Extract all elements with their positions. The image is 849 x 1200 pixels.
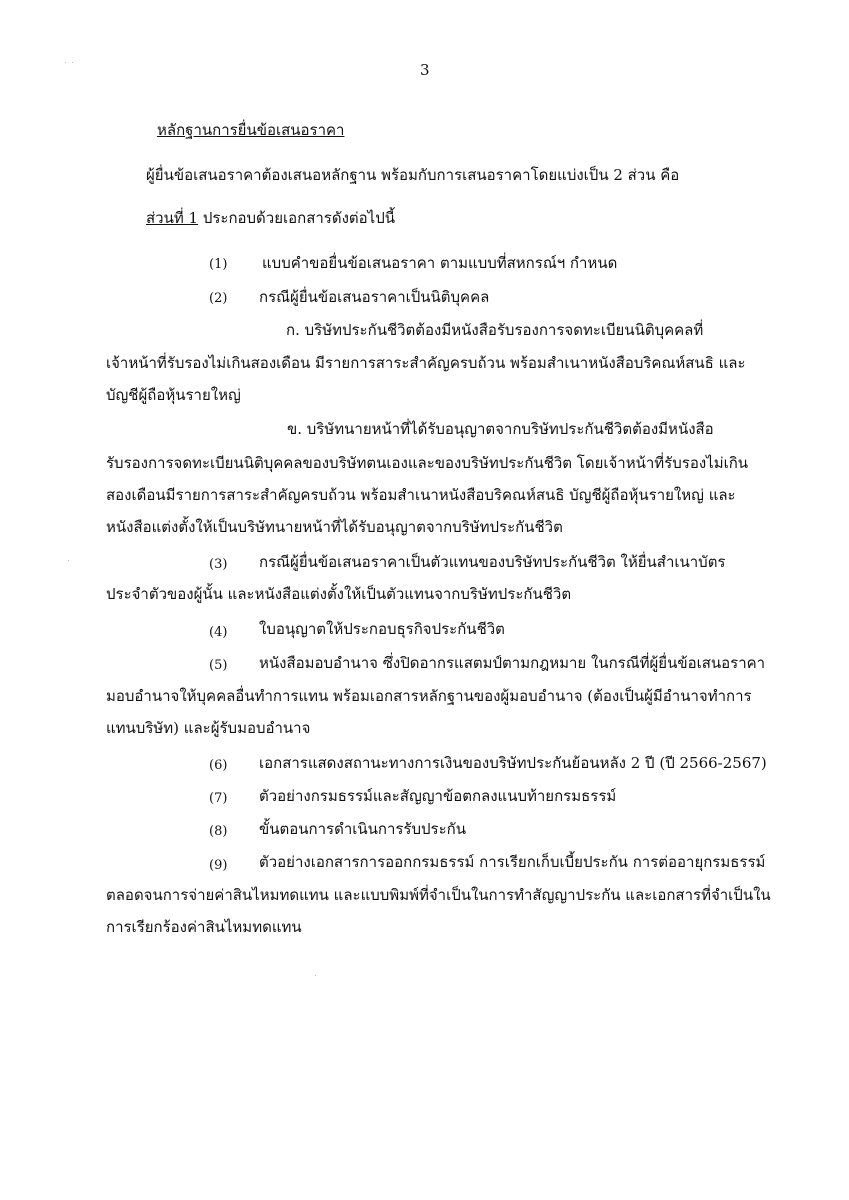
item-5-number: (5) bbox=[209, 658, 228, 673]
item-5-line-1: หนังสือมอบอำนาจ ซึ่งปิดอากรแสตมป์ตามกฎหมาย ในกรณีที่ผู้ยื่นข้อเสนอราคา bbox=[259, 654, 766, 672]
item-9-line-2: ตลอดจนการจ่ายค่าสินไหมทดแทน และแบบพิมพ์ที่จำเป็นในการทำสัญญาประกัน และเอกสารที่จำเป็นใน bbox=[106, 886, 771, 904]
item-9-line-3: การเรียกร้องค่าสินไหมทดแทน bbox=[106, 918, 302, 936]
item-1-number: (1) bbox=[209, 257, 228, 272]
item-6-text: เอกสารแสดงสถานะทางการเงินของบริษัทประกันย้อนหลัง 2 ปี (ปี 2566-2567) bbox=[259, 754, 767, 772]
item-7-number: (7) bbox=[209, 791, 228, 806]
item-2b-line-3: สองเดือนมีรายการสาระสำคัญครบถ้วน พร้อมสำเนาหนังสือบริคณห์สนธิ บัญชีผู้ถือหุ้นรายใหญ่ และ bbox=[106, 486, 736, 504]
item-2-number: (2) bbox=[209, 291, 228, 306]
item-2b-line-1: ข. บริษัทนายหน้าที่ได้รับอนุญาตจากบริษัทประกันชีวิตต้องมีหนังสือ bbox=[287, 420, 714, 438]
item-1-text: แบบคำขอยื่นข้อเสนอราคา ตามแบบที่สหกรณ์ฯ กำหนด bbox=[262, 254, 618, 272]
scan-speck bbox=[315, 975, 316, 976]
item-3-number: (3) bbox=[209, 557, 228, 572]
item-3-line-2: ประจำตัวของผู้นั้น และหนังสือแต่งตั้งให้เป็นตัวแทนจากบริษัทประกันชีวิต bbox=[106, 585, 572, 603]
scan-speck bbox=[65, 62, 66, 63]
scan-speck bbox=[68, 560, 69, 561]
part1-line bbox=[146, 208, 395, 228]
part1-label: ส่วนที่ 1 bbox=[146, 209, 199, 227]
item-2a-line-1: ก. บริษัทประกันชีวิตต้องมีหนังสือรับรองการจดทะเบียนนิติบุคคลที่ bbox=[286, 321, 704, 339]
item-2a-line-2: เจ้าหน้าที่รับรองไม่เกินสองเดือน มีรายการสาระสำคัญครบถ้วน พร้อมสำเนาหนังสือบริคณห์สนธิ และ bbox=[106, 354, 746, 372]
item-2b-line-4: หนังสือแต่งตั้งให้เป็นบริษัทนายหน้าที่ได้รับอนุญาตจากบริษัทประกันชีวิต bbox=[106, 518, 563, 536]
item-6-number: (6) bbox=[209, 758, 228, 773]
item-2-text: กรณีผู้ยื่นข้อเสนอราคาเป็นนิติบุคคล bbox=[259, 288, 490, 306]
item-8-text: ขั้นตอนการดำเนินการรับประกัน bbox=[259, 820, 466, 838]
item-7-text: ตัวอย่างกรมธรรม์และสัญญาข้อตกลงแนบท้ายกรมธรรม์ bbox=[259, 787, 617, 805]
item-4-text: ใบอนุญาตให้ประกอบธุรกิจประกันชีวิต bbox=[259, 620, 505, 638]
section-heading: หลักฐานการยื่นข้อเสนอราคา bbox=[157, 121, 345, 139]
scan-speck bbox=[72, 62, 73, 63]
item-5-line-2: มอบอำนาจให้บุคคลอื่นทำการแทน พร้อมเอกสารหลักฐานของผู้มอบอำนาจ (ต้องเป็นผู้มีอำนาจทำการ bbox=[106, 687, 752, 705]
item-9-line-1: ตัวอย่างเอกสารการออกกรมธรรม์ การเรียกเก็บเบี้ยประกัน การต่ออายุกรมธรรม์ bbox=[259, 853, 766, 871]
item-5-line-3: แทนบริษัท) และผู้รับมอบอำนาจ bbox=[106, 719, 311, 737]
intro-paragraph: ผู้ยื่นข้อเสนอราคาต้องเสนอหลักฐาน พร้อมกับการเสนอราคาโดยแบ่งเป็น 2 ส่วน คือ bbox=[146, 166, 680, 184]
part1-text: ประกอบด้วยเอกสารดังต่อไปนี้ bbox=[202, 209, 395, 227]
item-3-line-1: กรณีผู้ยื่นข้อเสนอราคาเป็นตัวแทนของบริษัทประกันชีวิต ให้ยื่นสำเนาบัตร bbox=[259, 553, 726, 571]
item-9-number: (9) bbox=[209, 858, 228, 873]
page-number: 3 bbox=[420, 61, 430, 79]
item-2a-line-3: บัญชีผู้ถือหุ้นรายใหญ่ bbox=[106, 386, 241, 404]
item-2b-line-2: รับรองการจดทะเบียนนิติบุคคลของบริษัทตนเองและของบริษัทประกันชีวิต โดยเจ้าหน้าที่รับรองไม่เกิน bbox=[106, 454, 749, 472]
item-8-number: (8) bbox=[209, 824, 228, 839]
item-4-number: (4) bbox=[209, 625, 228, 640]
